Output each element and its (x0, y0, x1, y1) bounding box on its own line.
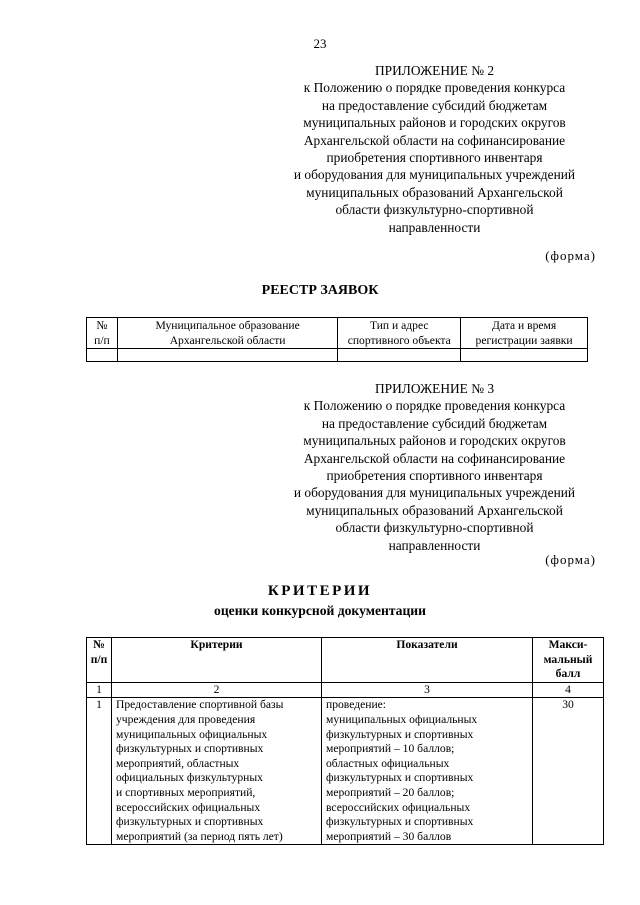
appendix-2-line: к Положению о порядке проведения конкурса (303, 80, 566, 96)
registry-empty-cell (338, 349, 461, 362)
page-number: 23 (313, 36, 327, 51)
registry-empty-cell (117, 349, 337, 362)
appendix-3-line: Архангельской области на софинансирование (303, 450, 566, 466)
registry-header-cell: Муниципальное образование Архангельской области (117, 318, 337, 349)
criteria-table (86, 637, 604, 845)
registry-table (86, 317, 588, 362)
appendix-2-line: направленности (388, 219, 481, 235)
appendix-2-line: муниципальных образований Архангельской (306, 184, 563, 200)
criteria-row (87, 698, 604, 845)
criteria-header-num: № п/п (87, 638, 112, 683)
criteria-colnum-cell: 3 (322, 682, 533, 698)
appendix-3-line: муниципальных образований Архангельской (306, 502, 563, 518)
registry-header-cell: Дата и время регистрации заявки (461, 318, 588, 349)
appendix-2-line: области физкультурно-спортивной (335, 202, 534, 218)
form-label-2: (форма) (545, 248, 596, 263)
criteria-header-criterion: Критерии (112, 638, 322, 683)
registry-header-row (87, 318, 588, 349)
registry-empty-row (87, 349, 588, 362)
criteria-header-row (87, 638, 604, 683)
appendix-3-header (262, 380, 607, 554)
criteria-colnum-cell: 4 (533, 682, 604, 698)
registry-empty-cell (461, 349, 588, 362)
registry-title: РЕЕСТР ЗАЯВОК (261, 283, 379, 298)
criteria-row-num: 1 (87, 698, 112, 845)
criteria-row-criterion: Предоставление спортивной базы учреждения для проведения муниципальных официальных физкультурных и спортивных мероприятий, областных официальных физкультурных и спортивных мероприятий, всероссийских официальных физкультурных и спортивных мероприятий (за период пять лет) (112, 698, 322, 845)
criteria-colnum-cell: 1 (87, 682, 112, 698)
appendix-3-title: ПРИЛОЖЕНИЕ № 3 (374, 381, 495, 396)
appendix-3-line: муниципальных районов и городских округов (303, 433, 566, 449)
registry-empty-cell (87, 349, 118, 362)
appendix-3-line: приобретения спортивного инвентаря (326, 468, 543, 484)
criteria-colnum-row (87, 682, 604, 698)
appendix-2-line: и оборудования для муниципальных учреждений (293, 167, 576, 183)
appendix-2-title: ПРИЛОЖЕНИЕ № 2 (374, 63, 495, 78)
criteria-subtitle: оценки конкурсной документации (214, 603, 426, 618)
registry-header-cell: Тип и адрес спортивного объекта (338, 318, 461, 349)
appendix-2-line: на предоставление субсидий бюджетам (321, 97, 548, 113)
registry-header-cell: № п/п (87, 318, 118, 349)
appendix-3-line: на предоставление субсидий бюджетам (321, 415, 548, 431)
criteria-header-max: Макси- мальный балл (533, 638, 604, 683)
appendix-2-header (262, 62, 607, 236)
criteria-title: КРИТЕРИИ (267, 583, 373, 599)
form-label-3: (форма) (545, 552, 596, 567)
appendix-3-line: и оборудования для муниципальных учреждений (293, 485, 576, 501)
criteria-header-indicators: Показатели (322, 638, 533, 683)
criteria-colnum-cell: 2 (112, 682, 322, 698)
appendix-2-line: приобретения спортивного инвентаря (326, 150, 543, 166)
appendix-3-line: направленности (388, 537, 481, 553)
criteria-row-max: 30 (533, 698, 604, 845)
appendix-2-line: Архангельской области на софинансирование (303, 132, 566, 148)
appendix-3-line: к Положению о порядке проведения конкурса (303, 398, 566, 414)
appendix-3-line: области физкультурно-спортивной (335, 520, 534, 536)
criteria-row-indicators: проведение: муниципальных официальных физкультурных и спортивных мероприятий – 10 баллов; областных официальных физкультурных и спортивных мероприятий – 20 баллов; всероссийских официальных физкультурных и спортивных мероприятий – 30 баллов (322, 698, 533, 845)
appendix-2-line: муниципальных районов и городских округов (303, 115, 566, 131)
